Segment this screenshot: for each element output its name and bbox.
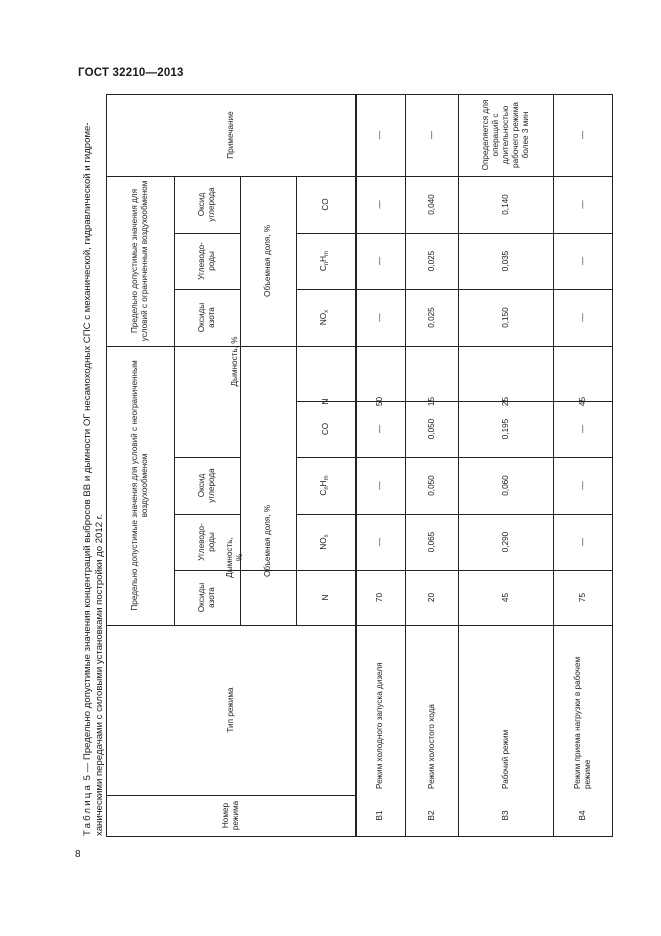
row-value-hc2-text: 0,025 — [426, 250, 436, 272]
header-mode-number-text: Номер режима — [221, 800, 240, 831]
row-note-text: Определяется для операций с длительностью рабочего режима более 3 мин — [480, 99, 530, 171]
header-smoke-1-text: Дымность, % — [225, 537, 244, 578]
row-value-n1-text: 75 — [577, 592, 587, 603]
row-value-n1 — [553, 570, 612, 625]
row-value-hc1-text: — — [577, 481, 587, 490]
row-value-nox2 — [553, 289, 612, 346]
header-smoke-2 — [174, 336, 296, 457]
symbol-cell-hc1 — [296, 457, 355, 514]
data-col-line — [296, 457, 612, 458]
row-mode-type — [405, 625, 458, 795]
row-mode-number — [405, 795, 458, 836]
row-note — [458, 94, 553, 176]
row-value-hc2 — [355, 233, 405, 289]
row-value-nox2-text: — — [375, 313, 384, 322]
row-value-n1 — [405, 570, 458, 625]
row-value-co2-text: 0,040 — [426, 194, 436, 215]
symbol-cell-nox1 — [296, 514, 355, 570]
row-value-co1-text: 0,195 — [500, 418, 510, 440]
header-note — [106, 94, 356, 176]
row-mode-type — [458, 625, 553, 795]
header-volume-1 — [240, 457, 296, 625]
row-mode-number-text: В2 — [426, 810, 436, 821]
row-mode-number-text: В3 — [500, 810, 510, 821]
header-co-1 — [174, 457, 240, 514]
header-volume-1-text: Объемная доля, % — [263, 504, 272, 578]
row-mode-type-text: Режим приема нагрузки в рабочем режиме — [572, 656, 592, 789]
data-col-line-end — [296, 625, 612, 626]
row-value-co1 — [405, 401, 458, 457]
row-value-co1 — [553, 401, 612, 457]
data-col-line — [296, 346, 612, 347]
symbol-cell-co1 — [296, 401, 355, 457]
row-value-co1-text: — — [577, 424, 587, 434]
row-value-co2-text: — — [375, 200, 384, 209]
data-col-line — [296, 570, 612, 571]
symbol-nox: $NO_x$ — [319, 309, 330, 326]
row-mode-type — [553, 625, 612, 795]
row-value-hc2-text: — — [375, 256, 384, 266]
header-hc-1-text: Углеводо-роды — [197, 523, 216, 561]
header-group1-text: Предельно допустимые значения для условий с неограниченным воздухообменом — [130, 360, 149, 611]
data-col-line — [296, 401, 612, 402]
row-value-hc1-text: — — [375, 481, 384, 490]
row-mode-type-text: Режим холостого хода — [426, 704, 436, 789]
row-value-co1-text: — — [375, 424, 384, 434]
row-mode-number-text: В1 — [375, 810, 384, 821]
row-value-co2-text: 0,140 — [500, 194, 510, 215]
row-value-co2 — [355, 176, 405, 233]
data-col-line — [296, 233, 612, 234]
header-mode-type — [106, 625, 356, 795]
row-value-nox1-text: — — [375, 537, 384, 547]
row-value-nox1 — [458, 514, 553, 570]
row-mode-type-text: Рабочий режим — [500, 729, 510, 789]
symbol-n: N — [320, 594, 330, 601]
row-value-nox2-text: 0,150 — [500, 307, 510, 328]
header-mode-number — [106, 795, 356, 836]
header-hc-2-text: Углеводо-роды — [197, 242, 216, 280]
header-group1 — [106, 346, 174, 625]
header-group2-text: Предельно допустимые значения для условий с ограниченным воздухообменом — [130, 180, 149, 342]
symbol-cell-co2 — [296, 176, 355, 233]
header-co-1-text: Оксид углерода — [197, 468, 216, 503]
caption-label: Таблица — [82, 782, 93, 836]
header-hc-2 — [174, 233, 240, 289]
caption-line2: ханическими передачами с силовыми установками постройки до 2012 г. — [94, 514, 105, 836]
row-value-co2 — [405, 176, 458, 233]
row-mode-type-text: Режим холодного запуска дизеля — [375, 662, 384, 789]
row-note — [553, 94, 612, 176]
row-note-text: — — [426, 130, 436, 140]
row-note — [355, 94, 405, 176]
row-value-hc1 — [458, 457, 553, 514]
header-volume-2 — [240, 176, 296, 346]
row-value-n1 — [355, 570, 405, 625]
row-value-hc1 — [405, 457, 458, 514]
row-value-nox1 — [355, 514, 405, 570]
row-value-n1 — [458, 570, 553, 625]
caption-text: 5 — Предельно допустимые значения концентраций выбросов ВВ и дымности ОГ несамоходных СПС с механической, гидравлической и гидроме- — [82, 122, 93, 783]
row-value-co2-text: — — [577, 200, 587, 209]
header-note-text: Примечание — [226, 111, 235, 159]
table-border-bottom — [106, 836, 612, 837]
row-mode-number — [355, 795, 405, 836]
header-volume-2-text: Объемная доля, % — [263, 224, 272, 298]
row-value-n1-text: 45 — [500, 592, 510, 603]
row-value-nox1-text: 0,065 — [426, 531, 436, 553]
row-value-nox2 — [458, 289, 553, 346]
row-value-nox1 — [553, 514, 612, 570]
row-mode-number — [458, 795, 553, 836]
symbol-cell-nox2 — [296, 289, 355, 346]
row-value-hc1 — [355, 457, 405, 514]
row-value-hc1 — [553, 457, 612, 514]
row-mode-type — [355, 625, 405, 795]
row-value-hc2 — [458, 233, 553, 289]
document-header: ГОСТ 32210—2013 — [78, 67, 184, 79]
row-value-nox1-text: — — [577, 537, 587, 547]
row-note — [405, 94, 458, 176]
symbol-hc: $C_nH_m$ — [319, 475, 330, 496]
row-value-n1-text: 70 — [375, 592, 384, 603]
row-value-co2 — [553, 176, 612, 233]
data-col-line — [296, 289, 612, 290]
page-number: 8 — [75, 849, 81, 860]
row-value-hc2-text: — — [577, 256, 587, 266]
row-value-co1 — [458, 401, 553, 457]
symbol-co: CO — [320, 198, 330, 211]
header-co-2 — [174, 176, 240, 233]
row-value-hc2 — [405, 233, 458, 289]
symbol-nox: $NO_x$ — [319, 534, 330, 550]
row-mode-number — [553, 795, 612, 836]
header-co-2-text: Оксид углерода — [197, 187, 216, 222]
row-value-co1 — [355, 401, 405, 457]
row-value-nox1-text: 0,290 — [500, 531, 510, 553]
row-value-nox2 — [405, 289, 458, 346]
symbol-cell-n1 — [296, 570, 355, 625]
symbol-hc: $C_nH_m$ — [319, 250, 330, 272]
header-nox-1-text: Оксиды азота — [197, 582, 216, 613]
row-value-n1-text: 20 — [426, 592, 436, 603]
row-value-co2 — [458, 176, 553, 233]
header-nox-2-text: Оксиды азота — [197, 302, 216, 333]
row-value-hc1-text: 0,050 — [426, 475, 436, 496]
row-value-hc1-text: 0,060 — [500, 475, 510, 496]
row-note-text: — — [375, 130, 384, 140]
row-value-nox2 — [355, 289, 405, 346]
table-border-right — [612, 94, 613, 837]
data-col-line — [296, 514, 612, 515]
row-value-nox1 — [405, 514, 458, 570]
row-value-hc2-text: 0,035 — [500, 250, 510, 272]
data-col-line — [296, 176, 612, 177]
header-group2 — [106, 176, 174, 346]
row-value-nox2-text: — — [577, 313, 587, 322]
row-note-text: — — [577, 130, 587, 140]
header-smoke-2-text: Дымность, % — [230, 336, 239, 387]
row-value-hc2 — [553, 233, 612, 289]
row-mode-number-text: В4 — [577, 810, 587, 821]
symbol-co: CO — [320, 422, 330, 436]
header-mode-type-text: Тип режима — [226, 687, 235, 733]
symbol-cell-hc2 — [296, 233, 355, 289]
row-value-co1-text: 0,050 — [426, 418, 436, 440]
row-value-nox2-text: 0,025 — [426, 307, 436, 328]
